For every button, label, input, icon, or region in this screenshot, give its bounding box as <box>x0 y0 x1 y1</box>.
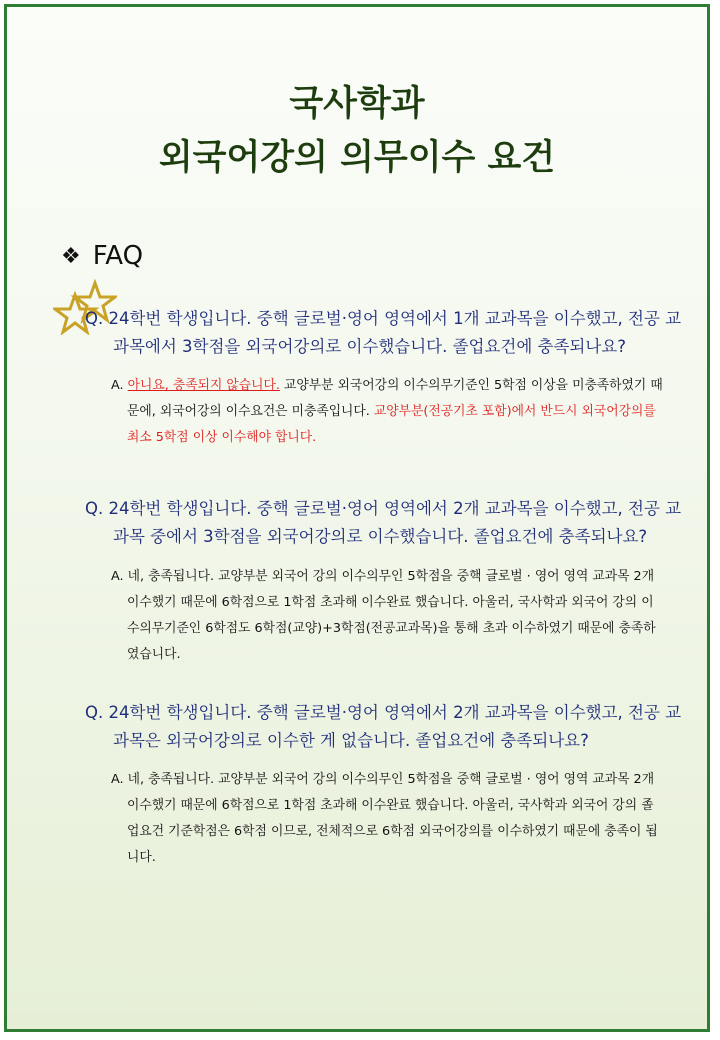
answer-text <box>111 373 663 451</box>
faq-question-2 <box>85 495 685 551</box>
question-text: Q. 24학번 학생입니다. 중핵 글로벌·영어 영역에서 2개 교과목을 이수했고, 전공 교과목 중에서 3학점을 외국어강의로 이수했습니다. 졸업요건에 충족되나요? <box>85 499 682 546</box>
faq-answer-2 <box>111 564 663 668</box>
faq-answer-1 <box>111 373 663 451</box>
question-text: Q. 24학번 학생입니다. 중핵 글로벌·영어 영역에서 2개 교과목을 이수했고, 전공 교과목은 외국어강의로 이수한 게 없습니다. 졸업요건에 충족되나요? <box>85 703 682 750</box>
document-page <box>4 4 710 1032</box>
answer-prefix: A. <box>111 378 128 393</box>
faq-answer-3 <box>111 767 663 871</box>
question-text: Q. 24학번 학생입니다. 중핵 글로벌·영어 영역에서 1개 교과목을 이수했고, 전공 교과목에서 3학점을 외국어강의로 이수했습니다. 졸업요건에 충족되나요? <box>85 309 682 356</box>
answer-highlight-2: 교양부분(전공기초 포함)에서 반드시 외국어강의를 최소 5학점 이상 이수해야 합니다. <box>127 404 656 445</box>
faq-heading <box>61 241 143 271</box>
faq-question-1 <box>85 305 685 361</box>
diamond-bullet-icon: ❖ <box>61 243 81 269</box>
answer-text: A. 네, 충족됩니다. 교양부분 외국어 강의 이수의무인 5학점을 중핵 글로벌 · 영어 영역 교과목 2개 이수했기 때문에 6학점으로 1학점 초과해 이수완료 했습니다. 아울러, 국사학과 외국어 강의 졸업요건 기준학점은 6학점 이므로, 전체적으로 6학점 외국어강의를 이수하였기 때문에 충족이 됩니다. <box>111 772 658 865</box>
page-title: 국사학과 <box>289 84 425 124</box>
faq-question-3 <box>85 699 685 755</box>
faq-label: FAQ <box>92 241 144 271</box>
answer-body: 교양부분 외국어강의 이수의무기준인 5학점 이상을 미충족하였기 때문에, 외국어강의 이수요건은 미충족입니다. <box>127 378 663 419</box>
answer-highlight-1: 아니요, 충족되지 않습니다. <box>127 378 280 393</box>
answer-text: A. 네, 충족됩니다. 교양부분 외국어 강의 이수의무인 5학점을 중핵 글로벌 · 영어 영역 교과목 2개 이수했기 때문에 6학점으로 1학점 초과해 이수완료 했습니다. 아울러, 국사학과 외국어 강의 이수의무기준인 6학점도 6학점(교양)+3학점(전공교과목)을 통해 초과 이수하였기 때문에 충족하였습니다. <box>111 569 656 662</box>
page-subtitle: 외국어강의 의무이수 요건 <box>158 138 556 178</box>
